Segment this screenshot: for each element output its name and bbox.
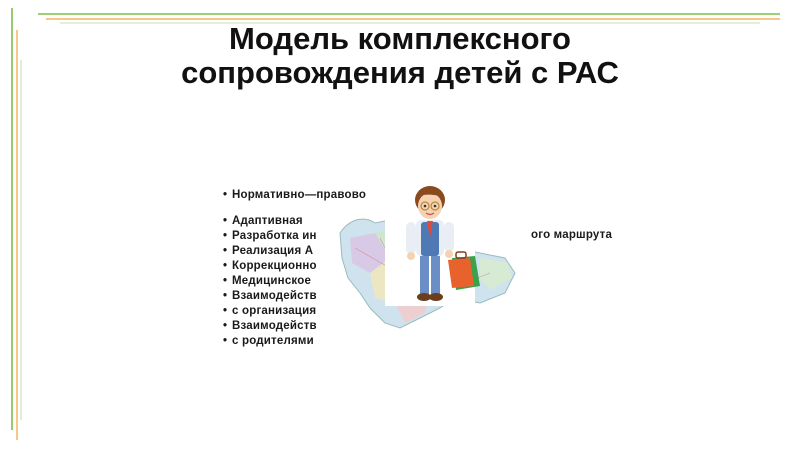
bullet-text: Коррекционно [232,260,317,272]
decor-lines-left [0,0,30,450]
bullet-text: Медицинское [232,275,312,287]
bullet-text: Взаимодейств [232,320,317,332]
bullet-text: Реализация А [232,245,314,257]
boy-with-briefcase-map-illustration [330,178,530,338]
bullet-dot: • [223,275,228,287]
bullet-text: Нормативно—правово [232,189,367,201]
bullet-dot: • [223,305,228,317]
bullet-text: Разработка ин [232,230,317,242]
bullet-dot: • [223,290,228,302]
bullet-trailing-text: ого маршрута [531,229,613,241]
bullet-dot: • [223,215,228,227]
slide-title-line-2: сопровождения детей с РАС [181,55,619,90]
bullet-dot: • [223,335,228,347]
bullet-text: с родителями [232,335,314,347]
bullet-text: с организация [232,305,317,317]
bullet-text: Адаптивная [232,215,303,227]
bullet-dot: • [223,230,228,242]
slide-title [100,22,700,90]
bullet-dot: • [223,189,228,201]
bullet-dot: • [223,245,228,257]
bullet-dot: • [223,320,228,332]
slide-title-line-1: Модель комплексного [229,21,571,56]
bullet-dot: • [223,260,228,272]
bullet-text: Взаимодейств [232,290,317,302]
